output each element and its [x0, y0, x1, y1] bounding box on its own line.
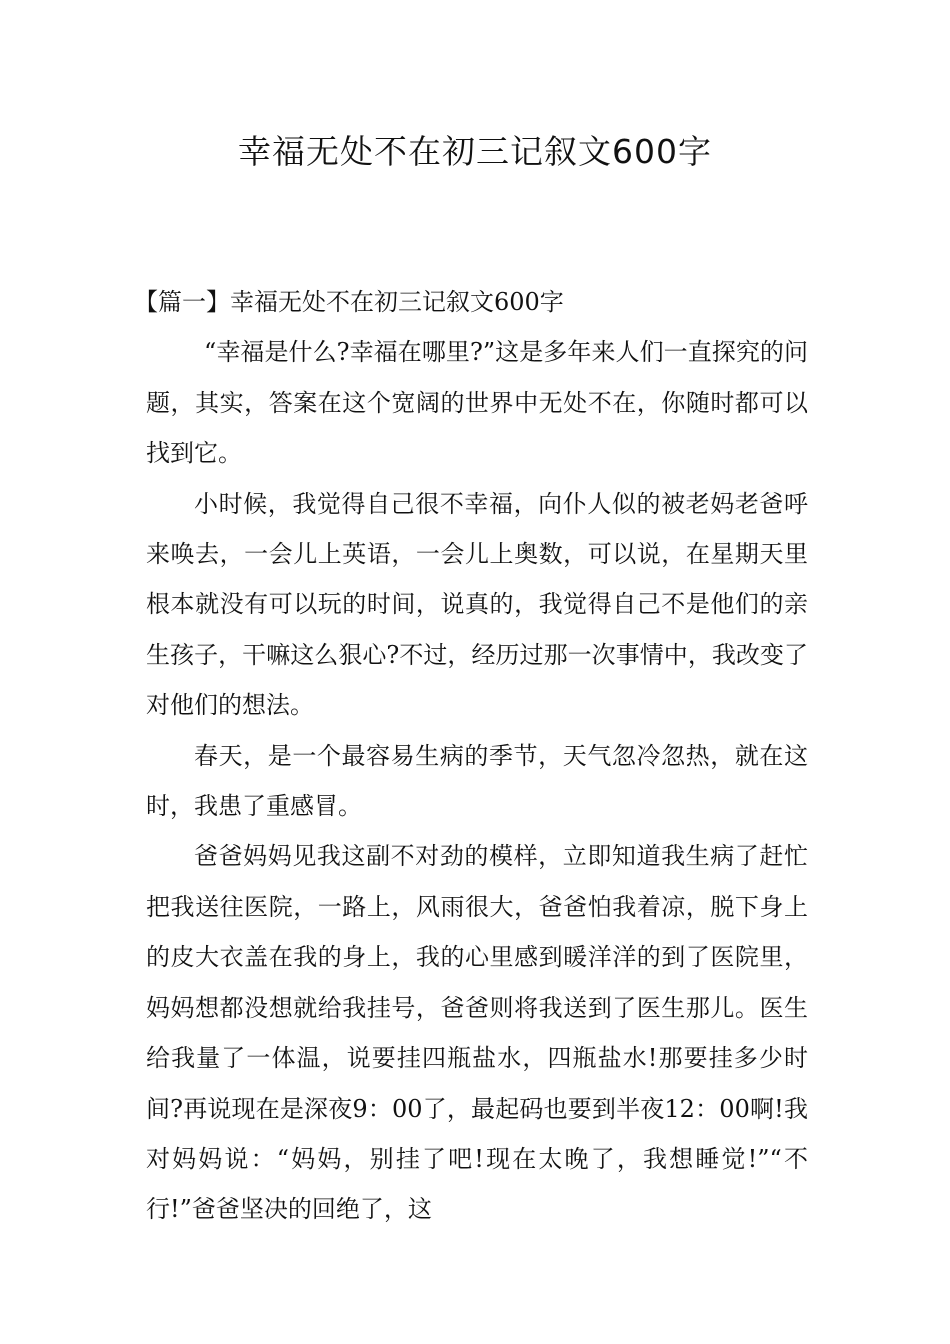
paragraph: 小时候，我觉得自己很不幸福，向仆人似的被老妈老爸呼来唤去，一会儿上英语，一会儿上奥数，可以说，在星期天里根本就没有可以玩的时间，说真的，我觉得自己不是他们的亲生孩子，干嘛这么狠心?不过，经历过那一次事情中，我改变了对他们的想法。 [146, 489, 808, 720]
document-title: 幸福无处不在初三记叙文600字 [238, 132, 712, 171]
paragraph: “幸福是什么?幸福在哪里?”这是多年来人们一直探究的问题，其实，答案在这个宽阔的世界中无处不在，你随时都可以找到它。 [146, 338, 808, 468]
document-body [134, 277, 808, 1235]
section-heading: 【篇一】幸福无处不在初三记叙文600字 [134, 288, 564, 316]
paragraph: 爸爸妈妈见我这副不对劲的模样，立即知道我生病了赶忙把我送往医院，一路上，风雨很大，爸爸怕我着凉，脱下身上的皮大衣盖在我的身上，我的心里感到暖洋洋的到了医院里，妈妈想都没想就给我挂号，爸爸则将我送到了医生那儿。医生给我量了一体温，说要挂四瓶盐水，四瓶盐水!那要挂多少时间?再说现在是深夜9：00了，最起码也要到半夜12：00啊!我对妈妈说：“妈妈，别挂了吧!现在太晚了，我想睡觉!”“不行!”爸爸坚决的回绝了，这 [146, 842, 808, 1224]
paragraph: 春天，是一个最容易生病的季节，天气忽冷忽热，就在这时，我患了重感冒。 [146, 741, 808, 821]
